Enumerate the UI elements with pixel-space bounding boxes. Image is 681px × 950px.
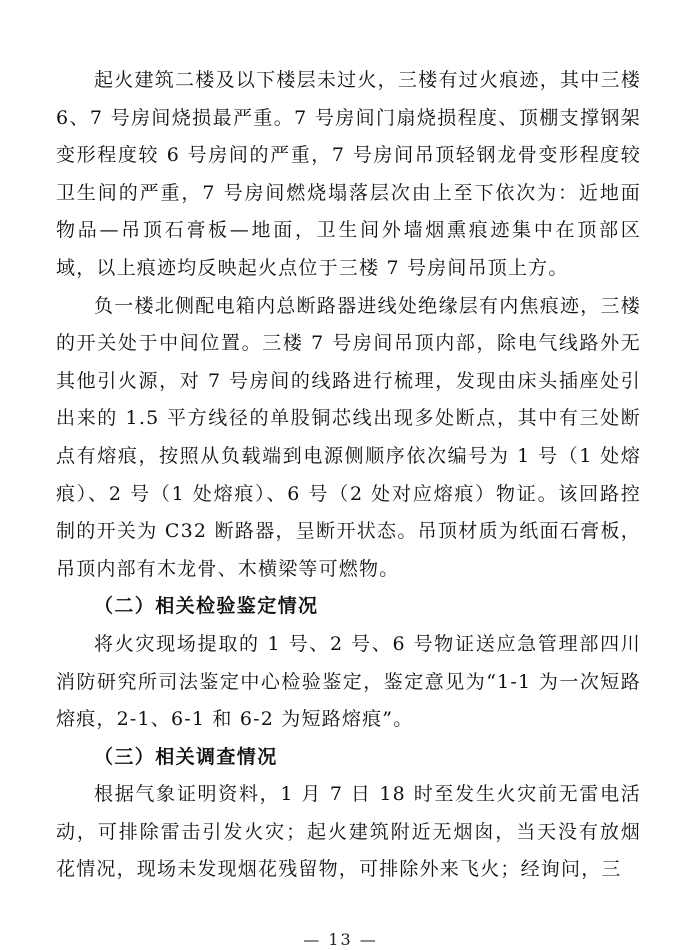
paragraph-inspection-result: 将火灾现场提取的 1 号、2 号、6 号物证送应急管理部四川消防研究所司法鉴定中心检验鉴定，鉴定意见为“1-1 为一次短路熔痕，2-1、6-1 和 6-2 为短路熔痕”。	[56, 632, 641, 731]
section-heading-investigation: （三）相关调查情况	[94, 745, 278, 768]
paragraph-investigation: 根据气象证明资料，1 月 7 日 18 时至发生火灾前无雷电活动，可排除雷击引发火灾；起火建筑附近无烟囱，当天没有放烟花情况，现场未发现烟花残留物，可排除外来飞火；经询问，三	[56, 783, 641, 881]
page-number: — 13 —	[303, 930, 378, 949]
paragraph-electrical-evidence: 负一楼北侧配电箱内总断路器进线处绝缘层有内焦痕迹，三楼的开关处于中间位置。三楼 7 号房间吊顶内部，除电气线路外无其他引火源，对 7 号房间的线路进行梳理，发现由床头插座处引出来的 1.5 平方线径的单股铜芯线出现多处断点，其中有三处断点有熔痕，按照从负载端到电源侧顺序依次编号为 1 号（1 处熔痕）、2 号（1 处熔痕）、6 号（2 处对应熔痕）物证。该回路控制的开关为 C32 断路器，呈断开状态。吊顶材质为纸面石膏板，吊顶内部有木龙骨、木横梁等可燃物。	[56, 294, 641, 580]
section-heading-inspection: （二）相关检验鉴定情况	[94, 595, 319, 618]
document-body	[56, 62, 641, 889]
paragraph-fire-traces: 起火建筑二楼及以下楼层未过火，三楼有过火痕迹，其中三楼 6、7 号房间烧损最严重。7 号房间门扇烧损程度、顶棚支撑钢架变形程度较 6 号房间的严重，7 号房间吊顶轻钢龙骨变形程度较卫生间的严重，7 号房间燃烧塌落层次由上至下依次为：近地面物品—吊顶石膏板—地面，卫生间外墙烟熏痕迹集中在顶部区域，以上痕迹均反映起火点位于三楼 7 号房间吊顶上方。	[56, 69, 641, 279]
